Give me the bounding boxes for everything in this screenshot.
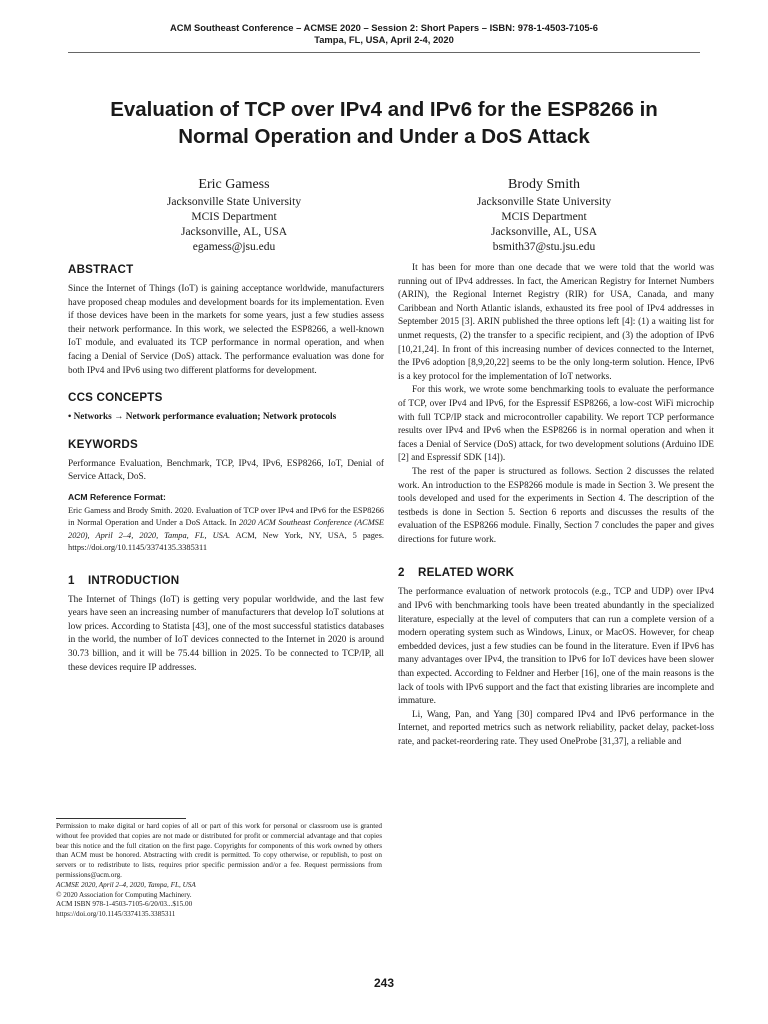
abstract-text: Since the Internet of Things (IoT) is gaining acceptance worldwide, manufacturers have proposed cheap modules and development boards for its implementation. Even if those devices have been in the markets for some years, just a few studies assess their network performance. In this work, we selected the ESP8266, a well-known IoT module, and evaluated its TCP performance in normal operation, and when facing a Denial of Service (DoS) attack. The performance evaluation was done for both IPv4 and IPv6 using two different platforms for development. — [68, 284, 384, 376]
footnote-isbn: ACM ISBN 978-1-4503-7105-6/20/03...$15.00 — [56, 900, 193, 909]
ccs-heading: CCS CONCEPTS — [68, 391, 163, 405]
body-paragraph: The performance evaluation of network protocols (e.g., TCP and UDP) over IPv4 and IPv6 with benchmarking tools have been treated abundantly in the specialized literature, especially at the level of computers that can run a complete version of a modern operating system such as Windows, Linux, or MacOS. However, for cheap embedded devices, just a few studies can be found in the literature. Even if IPv6 has many advantages over IPv4, the transition to IPv6 for IoT devices have been slower than expected. According to Feldner and Herber [16], one of the main reasons is the lack of tools with IPv6 support and the fact that existing libraries are incomplete and immature. — [398, 587, 714, 707]
author-dept: MCIS Department — [501, 211, 587, 223]
title-line-2: Normal Operation and Under a DoS Attack — [178, 125, 590, 148]
header-divider — [68, 52, 700, 53]
body-paragraph: Li, Wang, Pan, and Yang [30] compared IPv4 and IPv6 performance in the Internet, and reported metrics such as network reliability, packet delay, packet-loss rate, and packet-reordering rate. They used OneProbe [31,37], a reliable and — [398, 709, 714, 747]
footnote-copyright: © 2020 Association for Computing Machinery. — [56, 890, 192, 899]
body-paragraph: For this work, we wrote some benchmarking tools to evaluate the performance of TCP, over IPv4 and IPv6, for the Espressif ESP8266, a low-cost WiFi microchip with full TCP/IP stack and microcontroller capability. We report TCP performance results over IPv4 and IPv6 when the ESP8266 is in normal operation and when it faces a Denial of Service (DoS) attack, for two development solutions (Arduino IDE [2] and Espressif SDK [14]). — [398, 385, 714, 464]
author-block-1 — [84, 176, 384, 255]
header-line-1: ACM Southeast Conference – ACMSE 2020 – Session 2: Short Papers – ISBN: 978-1-4503-7105-6 — [170, 22, 598, 33]
keywords-heading: KEYWORDS — [68, 437, 138, 451]
acm-ref-part1: Eric Gamess and Brody Smith. 2020. Evaluation of TCP over IPv4 and IPv6 for the ESP8266 in Normal Operation and Under a DoS Attack. In — [68, 505, 384, 528]
header-line-2: Tampa, FL, USA, April 2-4, 2020 — [314, 34, 454, 45]
acm-ref-part2: ACM, New York, NY, USA, 5 pages. https://doi.org/10.1145/3374135.3385311 — [68, 530, 384, 553]
right-column — [398, 262, 714, 750]
running-header — [0, 22, 768, 46]
left-column — [68, 262, 384, 675]
author-email[interactable]: bsmith37@stu.jsu.edu — [492, 241, 596, 253]
acm-ref-venue: 2020 ACM Southeast Conference (ACMSE 2020), April 2–4, 2020, Tampa, FL, USA. — [68, 518, 384, 540]
section-title: RELATED WORK — [418, 566, 515, 580]
author-affiliation: Jacksonville State University — [476, 196, 612, 208]
page-number: 243 — [373, 976, 395, 990]
ccs-item: • Networks → Network performance evaluation; Network protocols — [68, 412, 337, 423]
copyright-footnote — [56, 818, 382, 920]
author-email[interactable]: egamess@jsu.edu — [192, 241, 276, 253]
footnote-conference: ACMSE 2020, April 2–4, 2020, Tampa, FL, USA — [56, 880, 196, 889]
keywords-text: Performance Evaluation, Benchmark, TCP, IPv4, IPv6, ESP8266, IoT, Denial of Service Attack, DoS. — [68, 458, 384, 483]
permission-text: Permission to make digital or hard copies of all or part of this work for personal or classroom use is granted without fee provided that copies are not made or distributed for profit or commercial advantage and that copies bear this notice and the full citation on the first page. Copyrights for components of this work owned by others than ACM must be honored. Abstracting with credit is permitted. To copy otherwise, or republish, to post on servers or to redistribute to lists, requires prior specific permission and/or a fee. Request permissions from permissions@acm.org. — [56, 822, 382, 879]
author-name: Eric Gamess — [198, 177, 270, 192]
acm-ref-body — [68, 505, 384, 555]
acm-ref-heading: ACM Reference Format: — [68, 491, 166, 502]
section-title: INTRODUCTION — [88, 573, 180, 587]
title-line-1: Evaluation of TCP over IPv4 and IPv6 for the ESP8266 in — [110, 98, 658, 121]
author-block-2 — [394, 176, 694, 255]
author-dept: MCIS Department — [191, 211, 277, 223]
author-affiliation: Jacksonville State University — [166, 196, 302, 208]
section-number: 1 — [68, 573, 75, 587]
section-number: 2 — [398, 566, 405, 580]
intro-text: The Internet of Things (IoT) is getting very popular worldwide, and the last few years have seen an increasing number of manufacturers that develop IoT solutions at low prices. According to Statista [43], one of the most successful statistics databases in the world, the number of IoT devices connected to the Internet in 2020 is around 30.73 billion, and it will be 75.44 billion in 2025. To be connected to TCP/IP, all these devices require IP addresses. — [68, 594, 384, 673]
paper-title — [60, 96, 708, 150]
footnote-divider — [56, 818, 186, 819]
footnote-doi[interactable]: https://doi.org/10.1145/3374135.3385311 — [56, 910, 176, 919]
body-paragraph: It has been for more than one decade that we were told that the world was running out of IPv4 addresses. In fact, the American Registry for Internet Numbers (ARIN), the Regional Internet Registry (RIR) for USA, Canada, and many Caribbean and North Atlantic islands, exhausted its free pool of IPv4 addresses in September 2015 [3]. ARIN published the three options left [4]: (1) a waiting list for unmet requests, (2) the transfer to a specific recipient, and (3) the adoption of IPv6 [10,21,24]. In front of this increasing number of devices connected to the Internet, the IPv6 adoption [8,9,20,22] seems to be the only long-term solution. Hence, IPv6 is a key protocol for the implementation of IoT networks. — [398, 263, 714, 382]
abstract-heading: ABSTRACT — [68, 263, 134, 276]
related-work-heading — [398, 565, 714, 581]
body-paragraph: The rest of the paper is structured as follows. Section 2 discusses the related work. An introduction to the ESP8266 module is made in Section 3. We present the tools developed and used for the experiments in Section 4. The description of the testbeds is done in Section 5. Section 6 reports and discusses the results of the evaluation of the ESP8266 module. Finally, Section 7 concludes the paper and gives directions for future work. — [398, 466, 714, 545]
author-name: Brody Smith — [508, 177, 580, 192]
author-location: Jacksonville, AL, USA — [490, 226, 598, 238]
intro-heading — [68, 573, 384, 589]
author-location: Jacksonville, AL, USA — [180, 226, 288, 238]
